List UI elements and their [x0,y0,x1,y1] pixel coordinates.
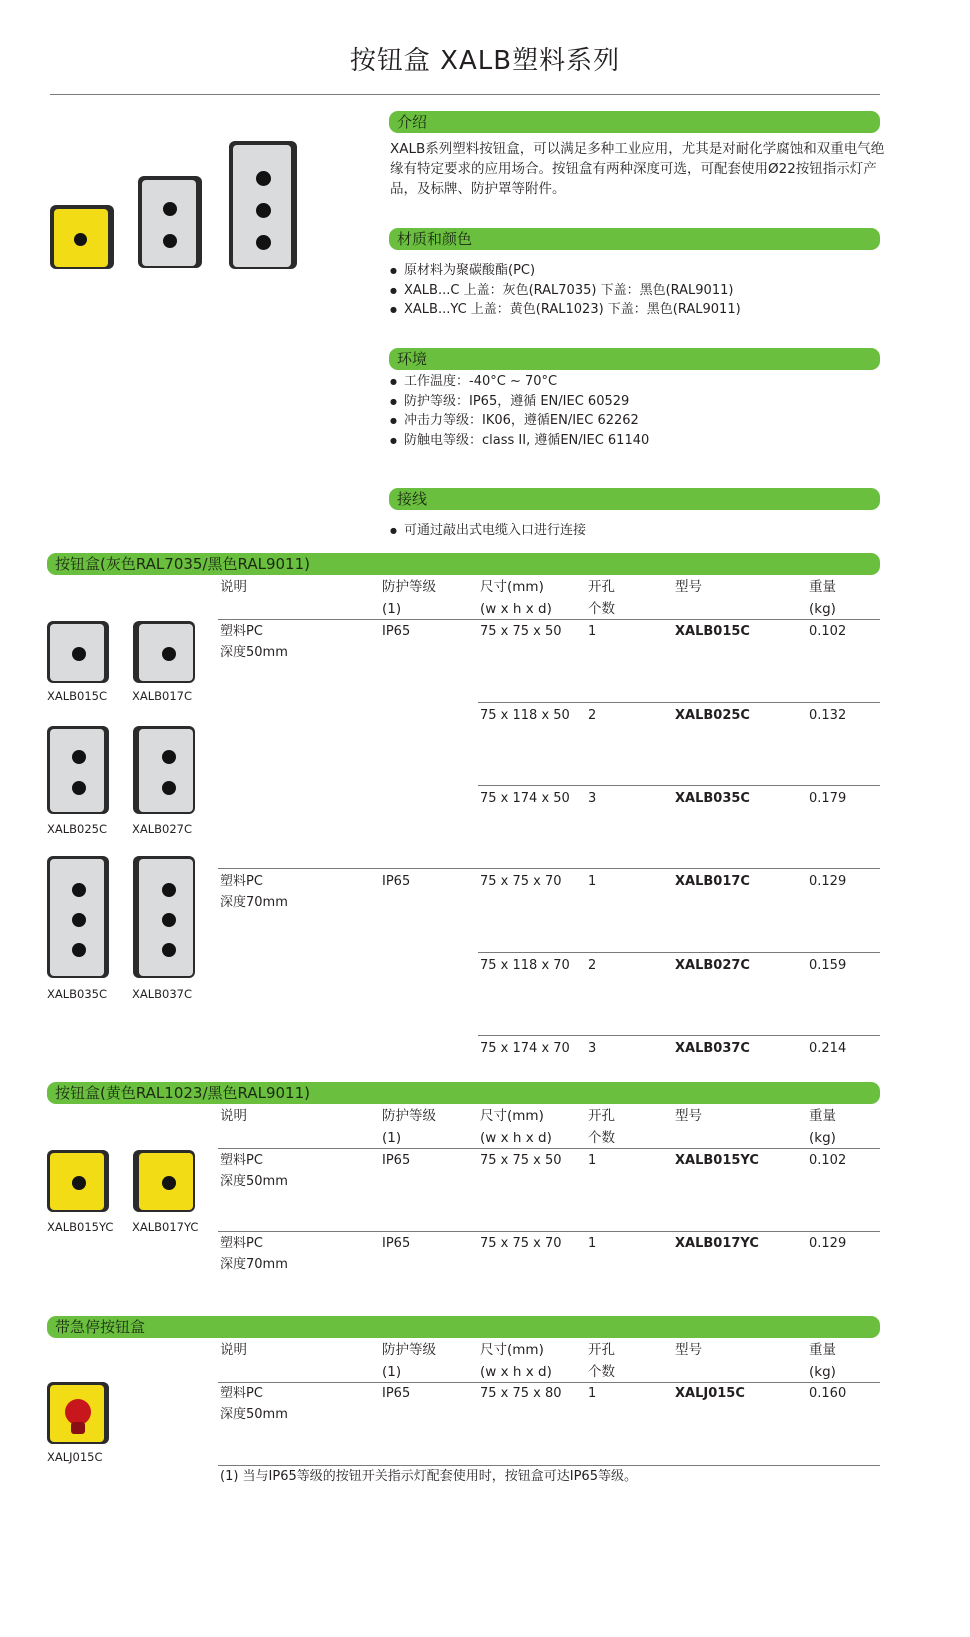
holes-cell: 1 [588,1153,597,1168]
holes-cell: 2 [588,958,597,973]
product-image-grey-3 [229,141,297,269]
wiring-list [390,521,870,541]
protection-value: IP65 [382,874,411,889]
product-image-xalb035c [47,856,109,978]
model-cell: XALB015C [675,624,750,639]
header-weight: 重量 [809,1108,836,1124]
size-cell: 75 x 75 x 70 [480,874,562,889]
header-protection-note: (1) [382,1130,402,1146]
size-cell: 75 x 75 x 80 [480,1386,562,1401]
divider [218,619,880,620]
divider [218,1148,880,1149]
product-caption: XALB015YC [47,1220,114,1234]
weight-cell: 0.132 [809,708,847,723]
product-image-xalb025c [47,726,109,814]
desc-depth: 深度50mm [220,1407,288,1422]
desc-material: 塑料PC [220,874,263,889]
size-cell: 75 x 174 x 70 [480,1041,570,1056]
protection-value: IP65 [382,1153,411,1168]
model-cell: XALJ015C [675,1386,745,1401]
product-caption: XALB017C [132,689,193,703]
header-model: 型号 [675,1342,702,1358]
header-size: 尺寸(mm) [480,579,544,595]
product-caption: XALJ015C [47,1450,103,1464]
size-cell: 75 x 75 x 50 [480,624,562,639]
header-weight: 重量 [809,579,836,595]
environment-list [390,372,870,450]
weight-cell: 0.179 [809,791,847,806]
desc-depth: 深度70mm [220,1257,288,1272]
header-weight-sub: (kg) [809,601,836,617]
header-desc: 说明 [220,1342,247,1358]
weight-cell: 0.214 [809,1041,847,1056]
size-cell: 75 x 75 x 50 [480,1153,562,1168]
header-desc: 说明 [220,579,247,595]
product-caption: XALB027C [132,822,193,836]
list-item: ● 工作温度：-40°C ~ 70°C [390,372,870,392]
product-image-xalb037c [133,856,195,978]
material-list [390,261,870,320]
weight-cell: 0.160 [809,1386,847,1401]
divider [478,952,880,953]
model-cell: XALB025C [675,708,750,723]
environment-list-clip [390,374,870,462]
material-heading: 材质和颜色 [389,228,880,250]
size-cell: 75 x 75 x 70 [480,1236,562,1251]
estop-section-heading: 带急停按钮盒 [47,1316,880,1338]
holes-cell: 1 [588,1386,597,1401]
header-size-sub: (w x h x d) [480,1364,552,1380]
holes-cell: 3 [588,791,597,806]
weight-cell: 0.102 [809,1153,847,1168]
model-cell: XALB027C [675,958,750,973]
product-image-xalb017yc [133,1150,195,1212]
divider [478,1035,880,1036]
product-caption: XALB025C [47,822,108,836]
product-image-xalb017c [133,621,195,683]
header-holes-sub: 个数 [588,601,615,617]
weight-cell: 0.102 [809,624,847,639]
header-desc: 说明 [220,1108,247,1124]
header-size: 尺寸(mm) [480,1108,544,1124]
holes-cell: 1 [588,624,597,639]
model-cell: XALB015YC [675,1153,759,1168]
header-weight: 重量 [809,1342,836,1358]
holes-cell: 1 [588,1236,597,1251]
model-cell: XALB017C [675,874,750,889]
product-image-xalb015yc [47,1150,109,1212]
header-size-sub: (w x h x d) [480,1130,552,1146]
size-cell: 75 x 174 x 50 [480,791,570,806]
header-protection-note: (1) [382,601,402,617]
model-cell: XALB035C [675,791,750,806]
intro-line: XALB系列塑料按钮盒，可以满足多种工业应用，尤其是对耐化学腐蚀和双重电气绝 [390,141,885,157]
product-image-xalb015c [47,621,109,683]
header-protection: 防护等级 [382,1342,436,1358]
list-item: ● XALB...C 上盖：灰色(RAL7035) 下盖：黑色(RAL9011) [390,281,870,301]
weight-cell: 0.129 [809,1236,847,1251]
weight-cell: 0.159 [809,958,847,973]
product-image-xalb027c [133,726,195,814]
header-protection-note: (1) [382,1364,402,1380]
divider [478,785,880,786]
header-model: 型号 [675,579,702,595]
grey-section-heading: 按钮盒(灰色RAL7035/黑色RAL9011) [47,553,880,575]
intro-heading: 介绍 [389,111,880,133]
product-caption: XALB015C [47,689,108,703]
size-cell: 75 x 118 x 50 [480,708,570,723]
intro-line: 品，及标牌、防护罩等附件。 [390,181,566,197]
header-protection: 防护等级 [382,1108,436,1124]
desc-material: 塑料PC [220,1386,263,1401]
protection-value: IP65 [382,624,411,639]
intro-line: 缘有特定要求的应用场合。按钮盒有两种深度可选，可配套使用Ø22按钮指示灯产 [390,161,877,177]
header-holes-sub: 个数 [588,1364,615,1380]
desc-material: 塑料PC [220,1236,263,1251]
header-holes: 开孔 [588,579,615,595]
size-cell: 75 x 118 x 70 [480,958,570,973]
intro-text [390,139,885,199]
list-item: ● 可通过敲出式电缆入口进行连接 [390,521,870,541]
header-size: 尺寸(mm) [480,1342,544,1358]
divider [218,1231,880,1232]
divider [478,702,880,703]
product-caption: XALB035C [47,987,108,1001]
header-size-sub: (w x h x d) [480,601,552,617]
model-cell: XALB017YC [675,1236,759,1251]
wiring-heading: 接线 [389,488,880,510]
header-model: 型号 [675,1108,702,1124]
product-image-xalj015c [47,1382,109,1444]
list-item: ● 冲击力等级：IK06，遵循EN/IEC 62262 [390,411,870,431]
product-caption: XALB017YC [132,1220,199,1234]
header-weight-sub: (kg) [809,1364,836,1380]
environment-heading: 环境 [389,348,880,370]
list-item: ● 防触电等级：class II, 遵循EN/IEC 61140 [390,431,870,451]
desc-material: 塑料PC [220,624,263,639]
desc-material: 塑料PC [220,1153,263,1168]
protection-value: IP65 [382,1236,411,1251]
desc-depth: 深度70mm [220,895,288,910]
model-cell: XALB037C [675,1041,750,1056]
list-item: ● 防护等级：IP65，遵循 EN/IEC 60529 [390,392,870,412]
protection-value: IP65 [382,1386,411,1401]
desc-depth: 深度50mm [220,1174,288,1189]
weight-cell: 0.129 [809,874,847,889]
yellow-section-heading: 按钮盒(黄色RAL1023/黑色RAL9011) [47,1082,880,1104]
header-holes-sub: 个数 [588,1130,615,1146]
header-protection: 防护等级 [382,579,436,595]
product-image-yellow-1 [50,205,114,269]
title-divider [50,94,880,95]
divider [218,868,880,869]
holes-cell: 2 [588,708,597,723]
list-item: ● 原材料为聚碳酸酯(PC) [390,261,870,281]
product-image-grey-2 [138,176,202,268]
product-caption: XALB037C [132,987,193,1001]
page-title: 按钮盒 XALB塑料系列 [349,46,621,76]
holes-cell: 1 [588,874,597,889]
footnote: (1) 当与IP65等级的按钮开关指示灯配套使用时，按钮盒可达IP65等级。 [220,1469,637,1484]
holes-cell: 3 [588,1041,597,1056]
header-weight-sub: (kg) [809,1130,836,1146]
list-item: ● XALB...YC 上盖：黄色(RAL1023) 下盖：黑色(RAL9011) [390,300,870,320]
header-holes: 开孔 [588,1108,615,1124]
header-holes: 开孔 [588,1342,615,1358]
desc-depth: 深度50mm [220,645,288,660]
